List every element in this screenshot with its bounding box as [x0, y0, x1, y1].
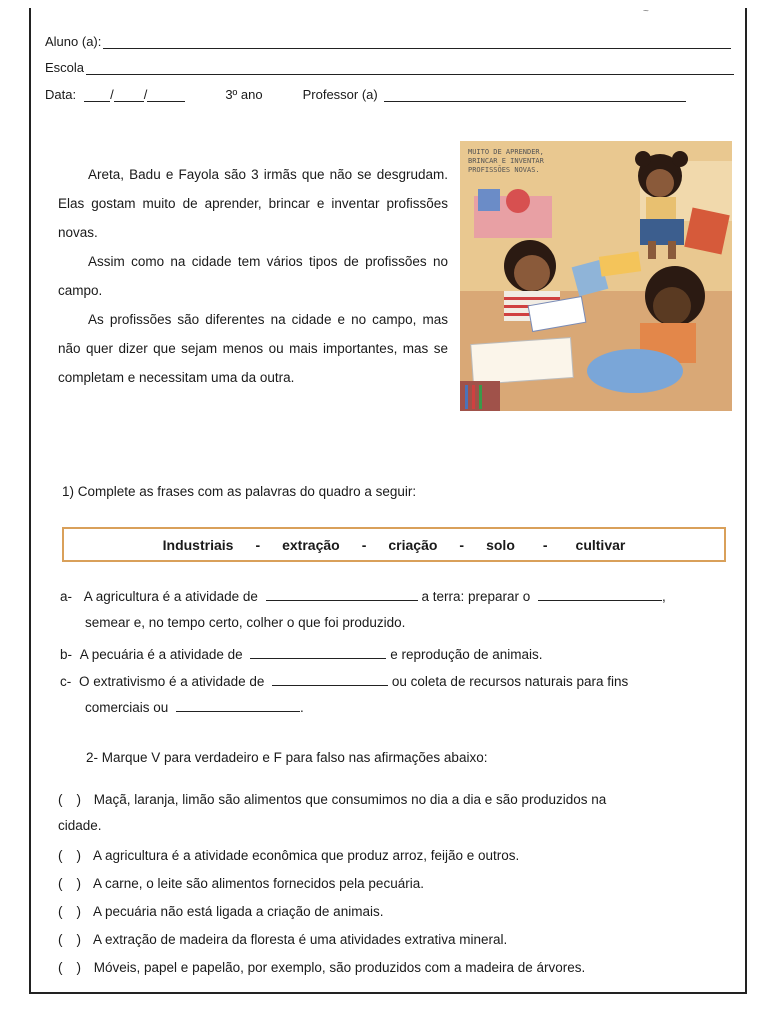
item-c-text-3: comerciais ou: [85, 700, 169, 715]
statement-text: A extração de madeira da floresta é uma atividades extrativa mineral.: [93, 932, 508, 947]
story-text: [58, 160, 448, 392]
page-border-left: [29, 8, 31, 993]
item-b-blank[interactable]: [250, 646, 386, 659]
item-a-line-2: semear e, no tempo certo, colher o que foi produzido.: [85, 615, 406, 630]
item-b-text-1: A pecuária é a atividade de: [79, 647, 243, 662]
story-paragraph-1: Areta, Badu e Fayola são 3 irmãs que não se desgrudam. Elas gostam muito de aprender, brincar e inventar profissões novas.: [58, 167, 448, 240]
date-separator: /: [143, 87, 148, 102]
statement-row: [58, 792, 606, 807]
word-bank-separator: -: [361, 536, 367, 553]
aluno-line: [45, 34, 731, 49]
item-b-label: b-: [60, 647, 73, 662]
data-label: Data:: [45, 87, 77, 102]
word-bank-word: cultivar: [575, 536, 626, 553]
word-bank-word: criação: [388, 536, 438, 553]
cover-text-line-2: BRINCAR E INVENTAR: [468, 157, 544, 165]
item-a-comma: ,: [662, 589, 666, 604]
statement-row: [58, 876, 424, 891]
item-a-text-1: A agricultura é a atividade de: [83, 589, 258, 604]
statement-text: Móveis, papel e papelão, por exemplo, são produzidos com a madeira de árvores.: [93, 960, 586, 975]
date-separator: /: [110, 87, 114, 102]
item-c-blank-2[interactable]: [176, 699, 300, 712]
word-bank-word: solo: [486, 536, 515, 553]
escola-label: Escola: [45, 60, 85, 75]
escola-line: [45, 60, 734, 75]
word-bank-box: [62, 527, 726, 562]
story-paragraph-3: As profissões são diferentes na cidade e no campo, mas não quer dizer que sejam menos ou mais importantes, mas se completam e necessitam uma da outra.: [58, 312, 448, 385]
professor-label: Professor (a): [302, 87, 378, 102]
word-bank-separator: -: [459, 536, 465, 553]
item-a-blank-2[interactable]: [538, 588, 662, 601]
answer-parens[interactable]: ( ): [58, 848, 81, 863]
statement-row: [58, 960, 585, 975]
answer-parens[interactable]: ( ): [58, 876, 81, 891]
statement-text: A pecuária não está ligada a criação de animais.: [93, 904, 384, 919]
answer-parens[interactable]: ( ): [58, 960, 81, 975]
page-border-right: [745, 8, 747, 993]
item-c-text-1: O extrativismo é a atividade de: [79, 674, 265, 689]
item-a-text-2: a terra: preparar o: [421, 589, 531, 604]
date-day-field[interactable]: [84, 89, 110, 102]
item-c-blank-1[interactable]: [272, 673, 388, 686]
item-b-text-2: e reprodução de animais.: [390, 647, 543, 662]
date-year-field[interactable]: [147, 89, 185, 102]
statement-text: A carne, o leite são alimentos fornecidos pela pecuária.: [93, 876, 424, 891]
question-1-prompt: 1) Complete as frases com as palavras do quadro a seguir:: [62, 484, 417, 499]
answer-parens[interactable]: ( ): [58, 904, 81, 919]
item-a-blank-1[interactable]: [266, 588, 418, 601]
answer-parens[interactable]: ( ): [58, 792, 81, 807]
professor-field[interactable]: [384, 89, 686, 102]
item-c-period: .: [300, 700, 304, 715]
illustration-svg: [460, 141, 732, 411]
grade-label: 3º ano: [225, 87, 263, 102]
word-bank-word: Industriais: [162, 536, 234, 553]
statement-text: Maçã, laranja, limão são alimentos que consumimos no dia a dia e são produzidos na: [93, 792, 607, 807]
page-border-bottom: [29, 992, 747, 994]
aluno-field[interactable]: [103, 36, 731, 49]
escola-field[interactable]: [86, 62, 734, 75]
data-line: [45, 87, 686, 102]
statement-row: [58, 904, 383, 919]
item-c-label: c-: [60, 674, 72, 689]
date-month-field[interactable]: [114, 89, 144, 102]
statement-1-continuation: cidade.: [58, 818, 102, 833]
word-bank-separator: -: [255, 536, 261, 553]
word-bank-separator: -: [542, 536, 548, 553]
answer-parens[interactable]: ( ): [58, 932, 81, 947]
item-c-line-2: [85, 699, 304, 715]
statement-row: [58, 932, 507, 947]
book-cover-illustration: [460, 141, 732, 411]
item-c: [60, 673, 628, 689]
word-bank-word: extração: [282, 536, 340, 553]
aluno-label: Aluno (a):: [45, 34, 102, 49]
scan-mark: ~: [643, 6, 649, 17]
statement-text: A agricultura é a atividade econômica que produz arroz, feijão e outros.: [93, 848, 520, 863]
question-2-prompt: 2- Marque V para verdadeiro e F para falso nas afirmações abaixo:: [86, 750, 488, 765]
item-b: [60, 646, 543, 662]
item-a-label: a-: [60, 589, 73, 604]
item-a: [60, 588, 666, 604]
story-paragraph-2: Assim como na cidade tem vários tipos de profissões no campo.: [58, 254, 448, 298]
cover-text-line-1: MUITO DE APRENDER,: [468, 148, 544, 156]
statement-row: [58, 848, 519, 863]
item-c-text-2: ou coleta de recursos naturais para fins: [391, 674, 629, 689]
cover-text-line-3: PROFISSÕES NOVAS.: [468, 166, 540, 174]
